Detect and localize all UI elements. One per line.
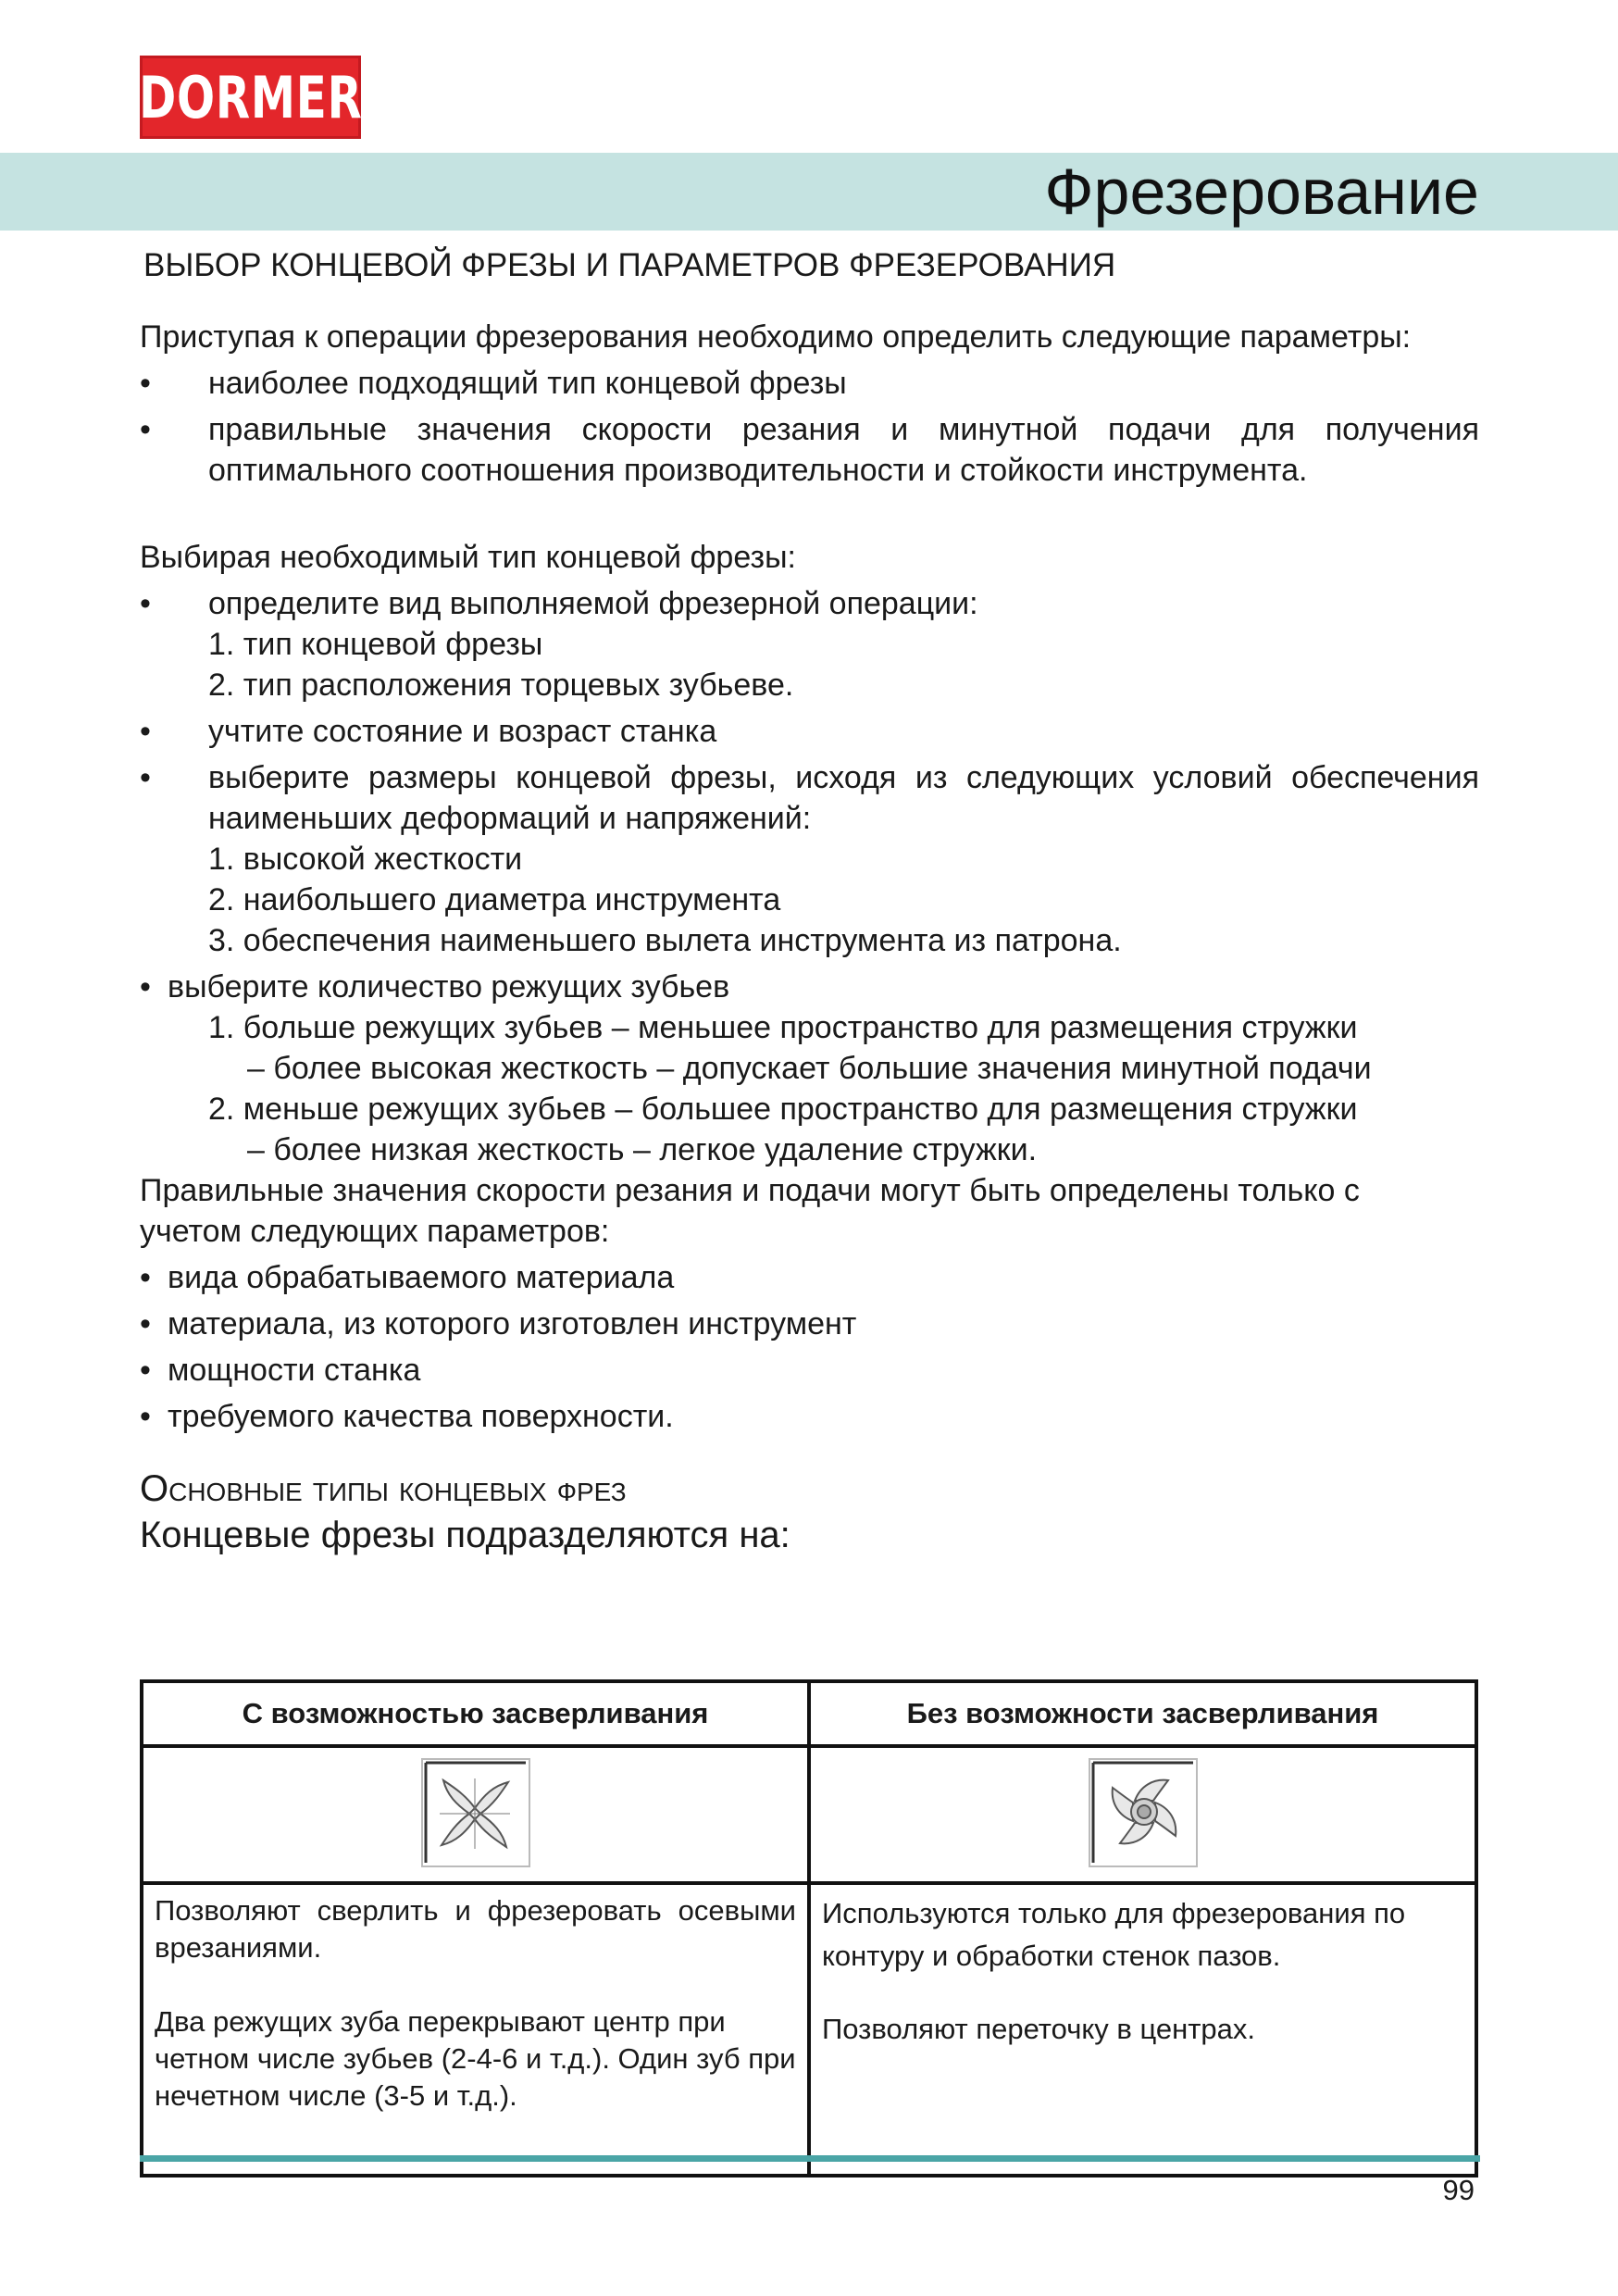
col1-icon-cell: [142, 1746, 809, 1883]
col1-paragraph-2: Два режущих зуба перекрывают центр при четном числе зубьев (2-4-6 и т.д.). Один зуб при нечетном числе (3-5 и т.д.).: [155, 2005, 796, 2112]
teeth-item-2: [140, 1089, 1479, 1170]
teeth-item-2-line2: – более низкая жесткость – легкое удаление стружки.: [247, 1132, 1038, 1167]
choose-bullet-2: • учтите состояние и возраст станка: [140, 711, 1479, 752]
teeth-item-1: [140, 1007, 1479, 1089]
speed-bullet-3: • мощности станка: [140, 1350, 1479, 1391]
speed-bullet-1: • вида обрабатываемого материала: [140, 1257, 1479, 1298]
speed-bullet-2: • материала, из которого изготовлен инструмент: [140, 1304, 1479, 1344]
col1-paragraph-1: Позволяют сверлить и фрезеровать осевыми врезаниями.: [155, 1894, 796, 1964]
col1-description: [142, 1883, 809, 2176]
col2-header: Без возможности засверливания: [809, 1681, 1476, 1746]
page-number: 99: [1442, 2174, 1475, 2206]
choose-item-1: 1. тип концевой фрезы: [208, 627, 543, 662]
intro-text: Приступая к операции фрезерования необходимо определить следующие параметры:: [140, 319, 1412, 355]
section-title: ВЫБОР КОНЦЕВОЙ ФРЕЗЫ И ПАРАМЕТРОВ ФРЕЗЕРОВАНИЯ: [143, 247, 1116, 283]
end-mill-cutter-center-hole-icon: [1089, 1758, 1198, 1867]
page-title: Фрезерование: [1044, 156, 1479, 228]
col2-description: [809, 1883, 1476, 2176]
choose-bullet-3: • выберите размеры концевой фрезы, исходя из следующих условий обеспечения наименьших деформаций и напряжений:: [140, 757, 1479, 839]
col2-icon-cell: [809, 1746, 1476, 1883]
dormer-logo: [140, 56, 361, 139]
teeth-item-2-line1: 2. меньше режущих зубьев – большее пространство для размещения стружки: [208, 1092, 1358, 1127]
logo-text: DORMER: [138, 63, 363, 131]
col2-paragraph-1: Используются только для фрезерования по контуру и обработки стенок пазов.: [822, 1897, 1406, 1972]
speed-paragraph: Правильные значения скорости резания и подачи могут быть определены только с учетом следующих параметров:: [140, 1173, 1360, 1249]
choose-bullet-1: • определите вид выполняемой фрезерной операции:: [140, 583, 1479, 624]
speed-bullet-4: • требуемого качества поверхности.: [140, 1396, 1479, 1437]
end-mill-types-table: [140, 1679, 1478, 2177]
intro-bullet-2: • правильные значения скорости резания и минутной подачи для получения оптимального соотношения производительности и стойкости инструмента.: [140, 409, 1479, 491]
teeth-item-1-line1: 1. больше режущих зубьев – меньшее пространство для размещения стружки: [208, 1010, 1358, 1045]
end-mill-cutter-cross-section-icon: [421, 1758, 530, 1867]
main-content: [140, 243, 1479, 1557]
choose-item-2: 2. тип расположения торцевых зубьеве.: [208, 668, 794, 703]
footer-rule: [140, 2155, 1480, 2162]
teeth-bullet: • выберите количество режущих зубьев: [140, 967, 1479, 1007]
size-item-1: 1. высокой жесткости: [208, 842, 523, 877]
types-title: Основные типы концевых фрез: [140, 1468, 627, 1509]
types-subtitle: Концевые фрезы подразделяются на:: [140, 1515, 790, 1555]
size-item-3: 3. обеспечения наименьшего вылета инструмента из патрона.: [208, 923, 1122, 958]
col1-header: С возможностью засверливания: [142, 1681, 809, 1746]
size-item-2: 2. наибольшего диаметра инструмента: [208, 882, 781, 917]
intro-bullet-1: • наиболее подходящий тип концевой фрезы: [140, 363, 1479, 404]
choosing-title: Выбирая необходимый тип концевой фрезы:: [140, 540, 796, 575]
teeth-item-1-line2: – более высокая жесткость – допускает большие значения минутной подачи: [247, 1051, 1372, 1086]
col2-paragraph-2: Позволяют переточку в центрах.: [822, 2013, 1256, 2045]
